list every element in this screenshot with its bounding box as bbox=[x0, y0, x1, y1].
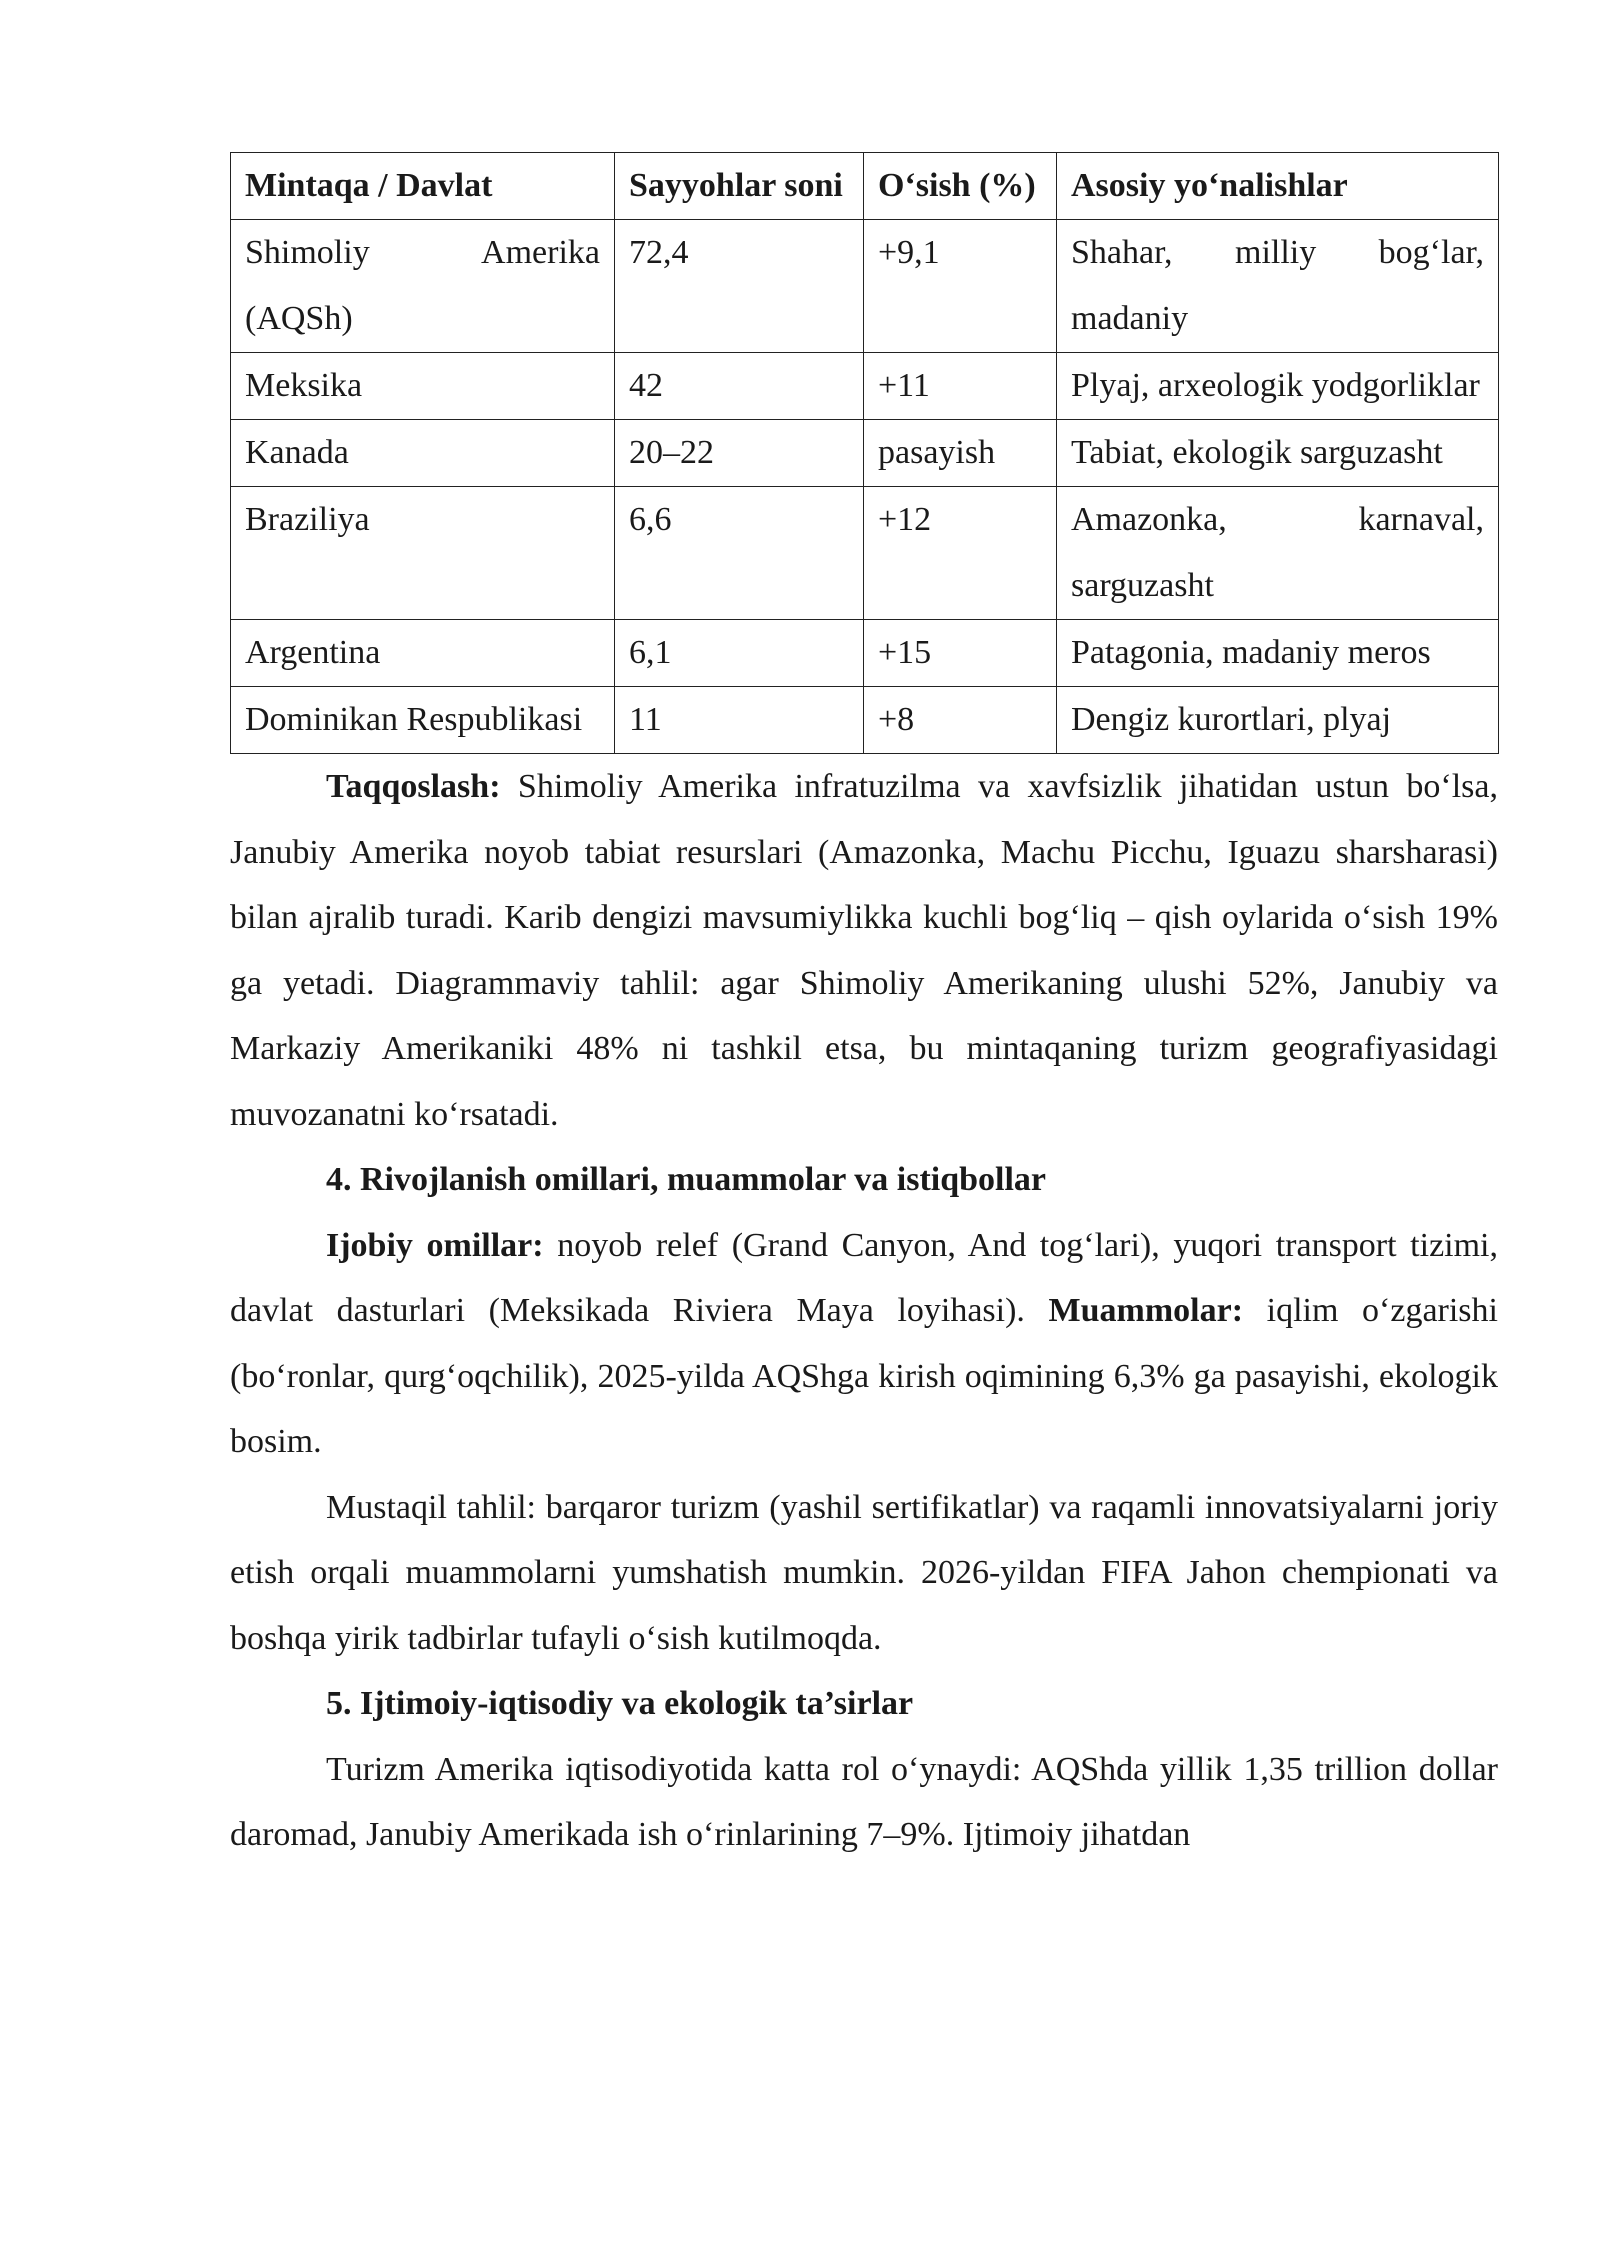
positive-factors-text: noyob relef (Grand Canyon, And tog‘lari), yuqori transport tizimi, davlat dasturlari (Meksikada Riviera Maya loyihasi). bbox=[230, 1226, 1499, 1329]
cell-tourists: 72,4 bbox=[615, 220, 864, 353]
header-tourists: Sayyohlar soni bbox=[615, 153, 864, 220]
cell-growth: +9,1 bbox=[864, 220, 1057, 353]
section-5-heading: 5. Ijtimoiy-iqtisodiy va ekologik ta’sirlar bbox=[326, 1685, 914, 1722]
cell-tourists: 11 bbox=[615, 687, 864, 754]
cell-directions: Dengiz kurortlari, plyaj bbox=[1057, 687, 1499, 754]
factors-paragraph bbox=[230, 1213, 1498, 1475]
cell-directions: Tabiat, ekologik sarguzasht bbox=[1057, 420, 1499, 487]
cell-directions: Plyaj, arxeologik yodgorliklar bbox=[1057, 353, 1499, 420]
cell-region: Shimoliy Amerika (AQSh) bbox=[231, 220, 615, 353]
problems-text: iqlim o‘zgarishi (bo‘ronlar, qurg‘oqchilik), 2025-yilda AQShga kirish oqimining 6,3% ga pasayishi, ekologik bosim. bbox=[230, 1292, 1498, 1460]
cell-tourists: 42 bbox=[615, 353, 864, 420]
cell-growth: +8 bbox=[864, 687, 1057, 754]
cell-directions: Patagonia, madaniy meros bbox=[1057, 620, 1499, 687]
cell-growth: +15 bbox=[864, 620, 1057, 687]
comparison-label: Taqqoslash: bbox=[326, 768, 501, 805]
analysis-paragraph: Mustaqil tahlil: barqaror turizm (yashil sertifikatlar) va raqamli innovatsiyalarni joriy etish orqali muammolarni yumshatish mumkin. 2026-yildan FIFA Jahon chempionati va boshqa yirik tadbirlar tufayli o‘sish kutilmoqda. bbox=[230, 1488, 1498, 1657]
cell-tourists: 6,1 bbox=[615, 620, 864, 687]
cell-growth: +12 bbox=[864, 487, 1057, 620]
comparison-text: Shimoliy Amerika infratuzilma va xavfsizlik jihatidan ustun bo‘lsa, Janubiy Amerika noyob tabiat resurslari (Amazonka, Machu Picchu, Iguazu sharsharasi) bilan ajralib turadi. Karib dengizi mavsumiylikka kuchli bog‘liq – qish oylarida o‘sish 19% ga yetadi. Diagrammaviy tahlil: agar Shimoliy Amerikaning ulushi 52%, Janubiy va Markaziy Amerikaniki 48% ni tashkil etsa, bu mintaqaning turizm geografiyasidagi muvozanatni ko‘rsatadi. bbox=[230, 768, 1498, 1133]
cell-region: Argentina bbox=[231, 620, 615, 687]
cell-region: Dominikan Respublikasi bbox=[231, 687, 615, 754]
table-row bbox=[231, 487, 1499, 620]
cell-tourists: 20–22 bbox=[615, 420, 864, 487]
document-page bbox=[230, 152, 1498, 1868]
table-header-row bbox=[231, 153, 1499, 220]
tourism-table bbox=[230, 152, 1499, 754]
header-region: Mintaqa / Davlat bbox=[231, 153, 615, 220]
table-row bbox=[231, 420, 1499, 487]
problems-label: Muammolar: bbox=[1048, 1292, 1244, 1329]
header-growth: O‘sish (%) bbox=[864, 153, 1057, 220]
table-row bbox=[231, 687, 1499, 754]
positive-factors-label: Ijobiy omillar: bbox=[326, 1226, 544, 1264]
header-directions: Asosiy yo‘nalishlar bbox=[1057, 153, 1499, 220]
cell-region: Meksika bbox=[231, 353, 615, 420]
comparison-paragraph bbox=[230, 754, 1498, 1147]
cell-tourists: 6,6 bbox=[615, 487, 864, 620]
cell-region: Kanada bbox=[231, 420, 615, 487]
cell-growth: +11 bbox=[864, 353, 1057, 420]
table-row bbox=[231, 620, 1499, 687]
impact-paragraph: Turizm Amerika iqtisodiyotida katta rol o‘ynaydi: AQShda yillik 1,35 trillion dollar daromad, Janubiy Amerikada ish o‘rinlarining 7–9%. Ijtimoiy jihatdan bbox=[230, 1750, 1498, 1853]
table-row bbox=[231, 220, 1499, 353]
cell-region: Braziliya bbox=[231, 487, 615, 620]
cell-growth: pasayish bbox=[864, 420, 1057, 487]
cell-directions: Shahar, milliy bog‘lar, madaniy bbox=[1057, 220, 1499, 353]
table-row bbox=[231, 353, 1499, 420]
section-4-heading: 4. Rivojlanish omillari, muammolar va istiqbollar bbox=[326, 1161, 1047, 1198]
cell-directions: Amazonka, karnaval, sarguzasht bbox=[1057, 487, 1499, 620]
